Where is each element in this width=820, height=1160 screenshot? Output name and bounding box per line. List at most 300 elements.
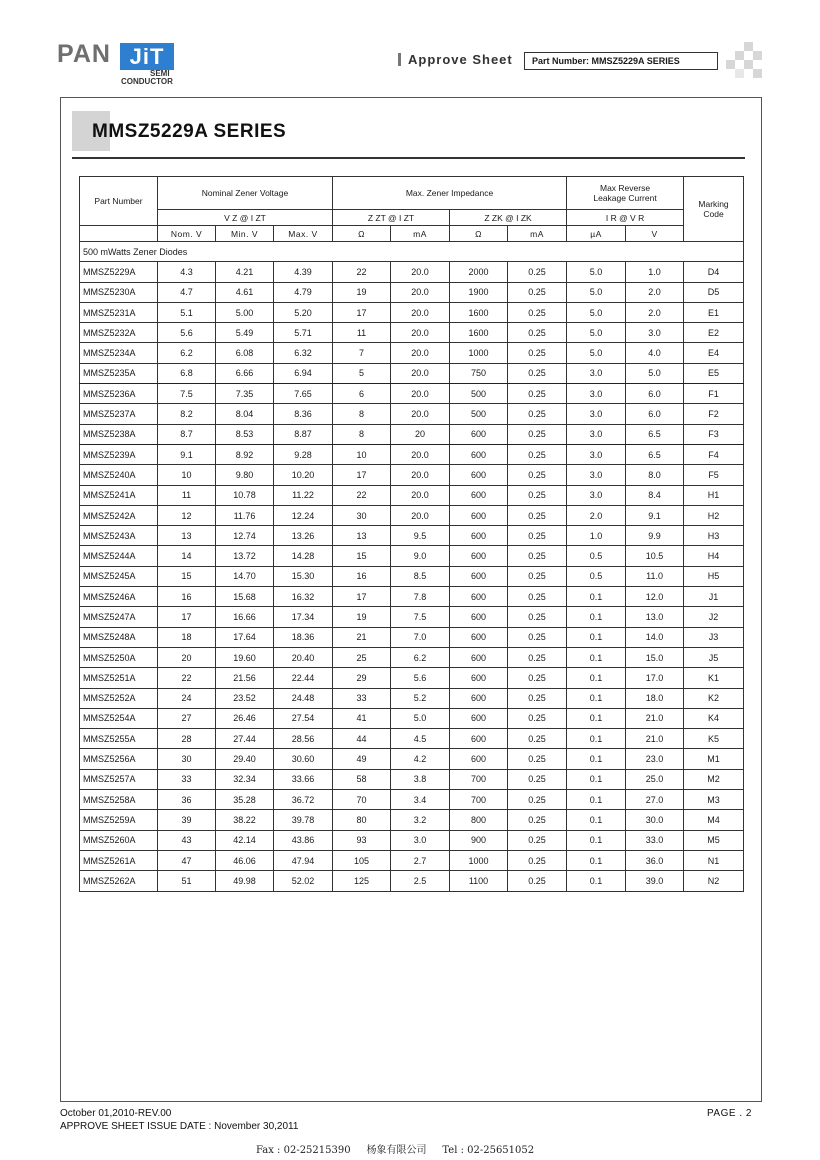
cell-zzk-ohm: 700 [450,790,508,810]
cell-nom-v: 8.2 [158,404,216,424]
cell-nom-v: 33 [158,769,216,789]
cell-zzk-ma: 0.25 [508,749,567,769]
cell-zzt-ma: 20.0 [391,262,450,282]
cell-zzk-ohm: 1600 [450,323,508,343]
table-row [80,607,744,627]
cell-min-v: 4.61 [216,282,274,302]
header-vz-at-izt: V Z @ I ZT [158,210,333,226]
group-row [80,242,744,262]
table-row [80,830,744,850]
cell-vr-v: 8.0 [626,465,684,485]
logo-conductor-text: CONDUCTOR [121,77,173,86]
header-nominal-zener-voltage: Nominal Zener Voltage [158,177,333,210]
cell-marking-code: K5 [684,729,744,749]
cell-nom-v: 47 [158,850,216,870]
cell-marking-code: F4 [684,444,744,464]
cell-zzk-ma: 0.25 [508,262,567,282]
cell-vr-v: 8.4 [626,485,684,505]
cell-zzt-ma: 7.0 [391,627,450,647]
cell-max-v: 17.34 [274,607,333,627]
cell-zzt-ma: 9.0 [391,546,450,566]
cell-ir-ua: 0.1 [567,627,626,647]
table-row [80,850,744,870]
cell-part-number: MMSZ5262A [80,871,158,891]
cell-zzk-ohm: 800 [450,810,508,830]
cell-zzk-ma: 0.25 [508,566,567,586]
cell-zzk-ma: 0.25 [508,647,567,667]
cell-zzt-ohm: 5 [333,363,391,383]
cell-marking-code: E5 [684,363,744,383]
cell-part-number: MMSZ5243A [80,526,158,546]
cell-part-number: MMSZ5238A [80,424,158,444]
cell-ir-ua: 0.1 [567,749,626,769]
cell-ir-ua: 3.0 [567,384,626,404]
cell-zzk-ohm: 600 [450,566,508,586]
table-row [80,323,744,343]
cell-nom-v: 24 [158,688,216,708]
cell-zzt-ma: 20.0 [391,485,450,505]
cell-max-v: 52.02 [274,871,333,891]
approve-sheet-marker [398,53,401,66]
cell-nom-v: 9.1 [158,444,216,464]
table-row [80,871,744,891]
cell-vr-v: 3.0 [626,323,684,343]
cell-ir-ua: 0.1 [567,850,626,870]
table-row [80,444,744,464]
cell-marking-code: J3 [684,627,744,647]
cell-zzk-ohm: 600 [450,749,508,769]
cell-ir-ua: 0.1 [567,708,626,728]
cell-zzt-ma: 20.0 [391,302,450,322]
cell-max-v: 18.36 [274,627,333,647]
page-number: PAGE . 2 [707,1108,752,1119]
cell-max-v: 13.26 [274,526,333,546]
spec-table-body [80,242,744,892]
cell-ir-ua: 0.1 [567,668,626,688]
cell-min-v: 13.72 [216,546,274,566]
header-marking-line2: Code [703,209,724,219]
cell-zzt-ohm: 21 [333,627,391,647]
cell-marking-code: F1 [684,384,744,404]
cell-marking-code: E4 [684,343,744,363]
cell-zzk-ohm: 600 [450,647,508,667]
cell-min-v: 12.74 [216,526,274,546]
cell-marking-code: K4 [684,708,744,728]
cell-nom-v: 5.6 [158,323,216,343]
cell-vr-v: 23.0 [626,749,684,769]
cell-min-v: 29.40 [216,749,274,769]
cell-marking-code: E1 [684,302,744,322]
cell-zzt-ohm: 44 [333,729,391,749]
table-row [80,769,744,789]
cell-ir-ua: 3.0 [567,404,626,424]
page-title: MMSZ5229A SERIES [92,121,287,142]
cell-nom-v: 12 [158,505,216,525]
cell-zzk-ohm: 1900 [450,282,508,302]
cell-nom-v: 16 [158,587,216,607]
cell-ir-ua: 0.1 [567,587,626,607]
cell-marking-code: J2 [684,607,744,627]
cell-part-number: MMSZ5229A [80,262,158,282]
cell-part-number: MMSZ5248A [80,627,158,647]
cell-zzk-ohm: 600 [450,485,508,505]
cell-part-number: MMSZ5260A [80,830,158,850]
header-ir-at-vr: I R @ V R [567,210,684,226]
cell-nom-v: 4.7 [158,282,216,302]
cell-max-v: 36.72 [274,790,333,810]
cell-ir-ua: 0.1 [567,871,626,891]
cell-ir-ua: 3.0 [567,444,626,464]
cell-zzk-ma: 0.25 [508,363,567,383]
cell-vr-v: 6.0 [626,384,684,404]
table-row [80,404,744,424]
cell-part-number: MMSZ5232A [80,323,158,343]
cell-zzt-ohm: 17 [333,302,391,322]
cell-vr-v: 10.5 [626,546,684,566]
cell-min-v: 38.22 [216,810,274,830]
table-row [80,708,744,728]
cell-marking-code: J5 [684,647,744,667]
table-row [80,505,744,525]
cell-nom-v: 10 [158,465,216,485]
cell-zzk-ma: 0.25 [508,323,567,343]
cell-zzt-ma: 7.5 [391,607,450,627]
cell-ir-ua: 5.0 [567,343,626,363]
cell-part-number: MMSZ5250A [80,647,158,667]
cell-ir-ua: 5.0 [567,262,626,282]
cell-zzt-ma: 3.0 [391,830,450,850]
table-row [80,627,744,647]
cell-zzt-ma: 20 [391,424,450,444]
cell-max-v: 4.79 [274,282,333,302]
cell-max-v: 7.65 [274,384,333,404]
cell-vr-v: 1.0 [626,262,684,282]
cell-part-number: MMSZ5242A [80,505,158,525]
cell-zzk-ohm: 900 [450,830,508,850]
cell-marking-code: F5 [684,465,744,485]
cell-zzt-ohm: 49 [333,749,391,769]
cell-part-number: MMSZ5256A [80,749,158,769]
cell-marking-code: D4 [684,262,744,282]
panjit-logo [57,40,182,86]
cell-vr-v: 33.0 [626,830,684,850]
cell-zzt-ohm: 30 [333,505,391,525]
cell-part-number: MMSZ5247A [80,607,158,627]
cell-marking-code: K2 [684,688,744,708]
cell-marking-code: H2 [684,505,744,525]
cell-nom-v: 39 [158,810,216,830]
cell-zzt-ma: 2.5 [391,871,450,891]
cell-zzt-ma: 9.5 [391,526,450,546]
cell-max-v: 12.24 [274,505,333,525]
cell-zzt-ma: 20.0 [391,444,450,464]
cell-zzt-ma: 4.5 [391,729,450,749]
cell-part-number: MMSZ5236A [80,384,158,404]
cell-ir-ua: 0.1 [567,830,626,850]
cell-zzk-ohm: 600 [450,465,508,485]
cell-min-v: 19.60 [216,647,274,667]
cell-zzk-ma: 0.25 [508,587,567,607]
cell-zzt-ma: 3.8 [391,769,450,789]
cell-vr-v: 5.0 [626,363,684,383]
cell-nom-v: 30 [158,749,216,769]
logo-pan-text: PAN [57,40,111,68]
table-row [80,647,744,667]
cell-part-number: MMSZ5261A [80,850,158,870]
cell-part-number: MMSZ5241A [80,485,158,505]
group-label: 500 mWatts Zener Diodes [80,242,744,262]
cell-max-v: 39.78 [274,810,333,830]
header-part-number: Part Number [80,177,158,226]
cell-marking-code: M4 [684,810,744,830]
cell-min-v: 4.21 [216,262,274,282]
cell-zzt-ma: 20.0 [391,465,450,485]
footer-left [60,1107,298,1133]
cell-vr-v: 15.0 [626,647,684,667]
cell-zzt-ma: 2.7 [391,850,450,870]
cell-vr-v: 2.0 [626,302,684,322]
cell-zzt-ohm: 7 [333,343,391,363]
cell-zzk-ma: 0.25 [508,790,567,810]
cell-max-v: 24.48 [274,688,333,708]
cell-ir-ua: 5.0 [567,302,626,322]
cell-zzk-ohm: 600 [450,546,508,566]
cell-min-v: 26.46 [216,708,274,728]
cell-vr-v: 6.5 [626,424,684,444]
cell-ir-ua: 3.0 [567,485,626,505]
cell-max-v: 20.40 [274,647,333,667]
cell-nom-v: 8.7 [158,424,216,444]
cell-nom-v: 4.3 [158,262,216,282]
cell-vr-v: 13.0 [626,607,684,627]
cell-zzk-ma: 0.25 [508,850,567,870]
cell-zzk-ma: 0.25 [508,668,567,688]
cell-min-v: 8.92 [216,444,274,464]
cell-nom-v: 17 [158,607,216,627]
cell-min-v: 14.70 [216,566,274,586]
cell-ir-ua: 0.1 [567,647,626,667]
cell-zzt-ohm: 8 [333,404,391,424]
cell-zzt-ohm: 16 [333,566,391,586]
cell-zzt-ma: 6.2 [391,647,450,667]
cell-marking-code: N2 [684,871,744,891]
cell-min-v: 15.68 [216,587,274,607]
cell-zzk-ma: 0.25 [508,384,567,404]
cell-zzk-ohm: 500 [450,404,508,424]
header-unit-blank [80,226,158,242]
cell-zzt-ohm: 70 [333,790,391,810]
header-vr-v: V [626,226,684,242]
approve-sheet-label: Approve Sheet [408,52,513,67]
logo-jit-text: JiT [120,43,174,70]
header-zzt-ohm: Ω [333,226,391,242]
cell-ir-ua: 0.1 [567,729,626,749]
cell-marking-code: H3 [684,526,744,546]
cell-zzk-ma: 0.25 [508,465,567,485]
cell-ir-ua: 3.0 [567,465,626,485]
cell-min-v: 6.66 [216,363,274,383]
cell-min-v: 35.28 [216,790,274,810]
header-nom-v: Nom. V [158,226,216,242]
cell-ir-ua: 0.5 [567,546,626,566]
cell-vr-v: 21.0 [626,729,684,749]
header-ir-ua: µA [567,226,626,242]
cell-min-v: 5.00 [216,302,274,322]
cell-zzt-ma: 20.0 [391,343,450,363]
cell-zzt-ma: 5.2 [391,688,450,708]
cell-part-number: MMSZ5245A [80,566,158,586]
cell-nom-v: 15 [158,566,216,586]
cell-min-v: 8.53 [216,424,274,444]
table-row [80,546,744,566]
cell-zzt-ohm: 33 [333,688,391,708]
cell-max-v: 6.94 [274,363,333,383]
cell-ir-ua: 0.1 [567,810,626,830]
cell-nom-v: 14 [158,546,216,566]
cell-zzt-ohm: 19 [333,607,391,627]
cell-vr-v: 36.0 [626,850,684,870]
cell-vr-v: 6.5 [626,444,684,464]
cell-zzk-ma: 0.25 [508,627,567,647]
cell-nom-v: 36 [158,790,216,810]
cell-max-v: 4.39 [274,262,333,282]
header-max-zener-impedance: Max. Zener Impedance [333,177,567,210]
cell-nom-v: 7.5 [158,384,216,404]
cell-zzk-ohm: 600 [450,688,508,708]
cell-zzt-ohm: 11 [333,323,391,343]
header-max-reverse-leakage [567,177,684,210]
table-row [80,790,744,810]
header-max-reverse-line2: Leakage Current [593,193,657,203]
cell-nom-v: 6.8 [158,363,216,383]
cell-part-number: MMSZ5235A [80,363,158,383]
cell-zzt-ma: 5.6 [391,668,450,688]
cell-max-v: 6.32 [274,343,333,363]
cell-vr-v: 4.0 [626,343,684,363]
cell-part-number: MMSZ5234A [80,343,158,363]
table-row [80,282,744,302]
cell-zzk-ohm: 1000 [450,343,508,363]
cell-vr-v: 9.1 [626,505,684,525]
title-underline [72,157,745,159]
cell-ir-ua: 0.1 [567,688,626,708]
cell-part-number: MMSZ5258A [80,790,158,810]
cell-max-v: 33.66 [274,769,333,789]
cell-min-v: 16.66 [216,607,274,627]
table-row [80,363,744,383]
cell-max-v: 14.28 [274,546,333,566]
cell-zzk-ma: 0.25 [508,830,567,850]
cell-nom-v: 18 [158,627,216,647]
header-marking-line1: Marking [698,199,729,209]
cell-vr-v: 14.0 [626,627,684,647]
cell-max-v: 8.36 [274,404,333,424]
cell-zzt-ma: 8.5 [391,566,450,586]
table-row [80,302,744,322]
cell-ir-ua: 0.1 [567,607,626,627]
cell-zzk-ma: 0.25 [508,871,567,891]
cell-zzt-ma: 20.0 [391,282,450,302]
cell-zzk-ohm: 500 [450,384,508,404]
cell-min-v: 27.44 [216,729,274,749]
cell-max-v: 5.20 [274,302,333,322]
table-row [80,343,744,363]
cell-nom-v: 27 [158,708,216,728]
cell-zzt-ma: 20.0 [391,505,450,525]
cell-marking-code: J1 [684,587,744,607]
cell-max-v: 9.28 [274,444,333,464]
cell-part-number: MMSZ5254A [80,708,158,728]
header-marking-code [684,177,744,242]
cell-max-v: 30.60 [274,749,333,769]
cell-zzt-ohm: 15 [333,546,391,566]
cell-zzk-ohm: 600 [450,708,508,728]
cell-zzt-ma: 20.0 [391,363,450,383]
cell-zzt-ohm: 6 [333,384,391,404]
cell-nom-v: 13 [158,526,216,546]
cell-zzt-ohm: 10 [333,444,391,464]
cell-vr-v: 21.0 [626,708,684,728]
table-row [80,587,744,607]
table-row [80,485,744,505]
cell-marking-code: M1 [684,749,744,769]
cell-ir-ua: 1.0 [567,526,626,546]
table-row [80,729,744,749]
cell-zzk-ohm: 600 [450,505,508,525]
table-row [80,384,744,404]
footer-fax-tel: Fax : 02-25215390 杨象有限公司 Tel : 02-25651052 [256,1145,535,1156]
cell-part-number: MMSZ5237A [80,404,158,424]
cell-ir-ua: 0.5 [567,566,626,586]
cell-marking-code: D5 [684,282,744,302]
cell-nom-v: 11 [158,485,216,505]
cell-zzt-ohm: 22 [333,262,391,282]
cell-vr-v: 11.0 [626,566,684,586]
cell-part-number: MMSZ5240A [80,465,158,485]
cell-zzt-ohm: 80 [333,810,391,830]
cell-marking-code: K1 [684,668,744,688]
table-row [80,668,744,688]
cell-part-number: MMSZ5244A [80,546,158,566]
cell-zzt-ohm: 8 [333,424,391,444]
cell-part-number: MMSZ5251A [80,668,158,688]
part-number-box: Part Number: MMSZ5229A SERIES [524,52,718,70]
cell-vr-v: 2.0 [626,282,684,302]
cell-zzk-ohm: 600 [450,668,508,688]
cell-max-v: 5.71 [274,323,333,343]
cell-zzk-ohm: 1000 [450,850,508,870]
cell-min-v: 8.04 [216,404,274,424]
cell-zzk-ma: 0.25 [508,444,567,464]
header-zzk-ohm: Ω [450,226,508,242]
cell-vr-v: 18.0 [626,688,684,708]
cell-zzt-ohm: 105 [333,850,391,870]
cell-part-number: MMSZ5255A [80,729,158,749]
table-row [80,749,744,769]
cell-part-number: MMSZ5230A [80,282,158,302]
cell-zzk-ohm: 600 [450,607,508,627]
cell-zzk-ma: 0.25 [508,424,567,444]
table-row [80,566,744,586]
cell-min-v: 21.56 [216,668,274,688]
cell-zzt-ma: 20.0 [391,384,450,404]
cell-nom-v: 28 [158,729,216,749]
cell-marking-code: H5 [684,566,744,586]
cell-nom-v: 22 [158,668,216,688]
cell-zzt-ohm: 13 [333,526,391,546]
cell-marking-code: H1 [684,485,744,505]
cell-max-v: 16.32 [274,587,333,607]
